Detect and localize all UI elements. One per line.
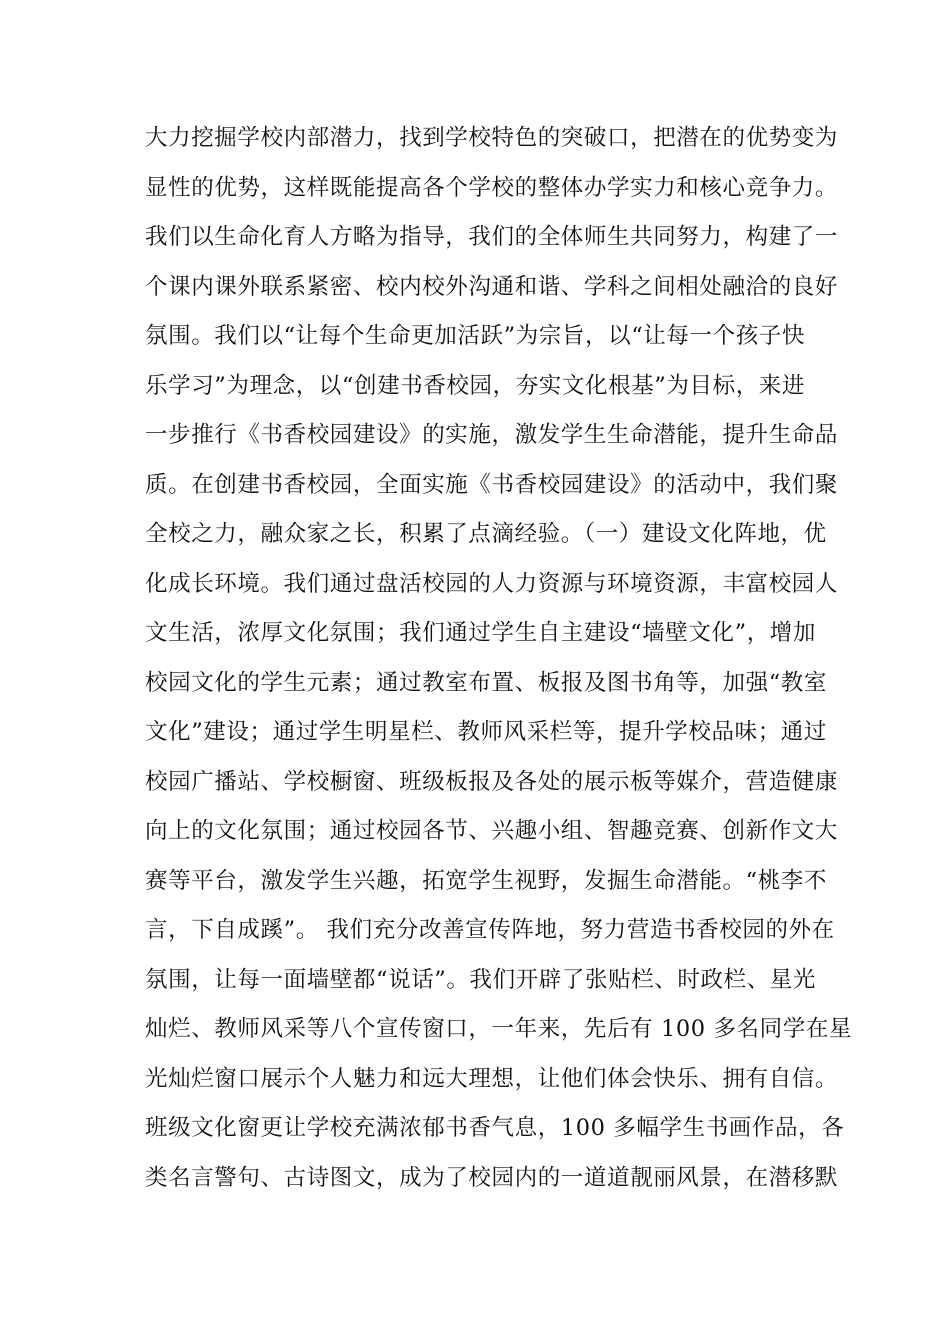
text-line-20: 光灿烂窗口展示个人魅力和远大理想，让他们体会快乐、拥有自信。 [145,1065,839,1092]
text-line-22: 类名言警句、古诗图文，成为了校园内的一道道靓丽风景，在潜移默 [145,1164,839,1191]
text-line-18: 氛围，让每一面墙壁都“说话”。我们开辟了张贴栏、时政栏、星光 [145,966,817,993]
text-line-6: 乐学习”为理念，以“创建书香校园，夯实文化根基”为目标，来进 [145,372,806,399]
body-text [145,114,853,1203]
text-line-2: 显性的优势，这样既能提高各个学校的整体办学实力和核心竞争力。 [145,174,839,201]
text-line-9: 全校之力，融众家之长，积累了点滴经验。（一）建设文化阵地，优 [145,521,827,547]
text-line-3: 我们以生命化育人方略为指导，我们的全体师生共同努力，构建了一 [145,224,839,250]
text-line-21: 班级文化窗更让学校充满浓郁书香气息，100 多幅学生书画作品，各 [145,1115,845,1141]
text-line-4: 个课内课外联系紧密、校内校外沟通和谐、学科之间相处融洽的良好 [145,273,839,300]
text-line-15: 向上的文化氛围；通过校园各节、兴趣小组、智趣竞赛、创新作文大 [145,818,839,844]
text-line-11: 文生活，浓厚文化氛围；我们通过学生自主建设“墙壁文化”，增加 [145,620,817,646]
text-line-7: 一步推行《书香校园建设》的实施，激发学生生命潜能，提升生命品 [145,422,839,448]
text-line-10: 化成长环境。我们通过盘活校园的人力资源与环境资源，丰富校园人 [145,570,839,597]
text-line-1: 大力挖掘学校内部潜力，找到学校特色的突破口，把潜在的优势变为 [145,125,839,151]
text-line-13: 文化”建设；通过学生明星栏、教师风采栏等，提升学校品味；通过 [145,719,828,745]
text-line-19: 灿烂、教师风采等八个宣传窗口，一年来，先后有 100 多名同学在星 [145,1016,853,1042]
text-line-14: 校园广播站、学校橱窗、班级板报及各处的展示板等媒介，营造健康 [145,768,839,795]
text-line-17: 言，下自成蹊”。 我们充分改善宣传阵地，努力营造书香校园的外在 [145,917,835,943]
text-line-16: 赛等平台，激发学生兴趣，拓宽学生视野，发掘生命潜能。“桃李不 [145,867,828,894]
text-line-12: 校园文化的学生元素；通过教室布置、板报及图书角等，加强“教室 [145,669,828,696]
text-line-5: 氛围。我们以“让每个生命更加活跃”为宗旨，以“让每一个孩子快 [145,323,806,349]
text-line-8: 质。在创建书香校园，全面实施《书香校园建设》的活动中，我们聚 [145,471,839,498]
